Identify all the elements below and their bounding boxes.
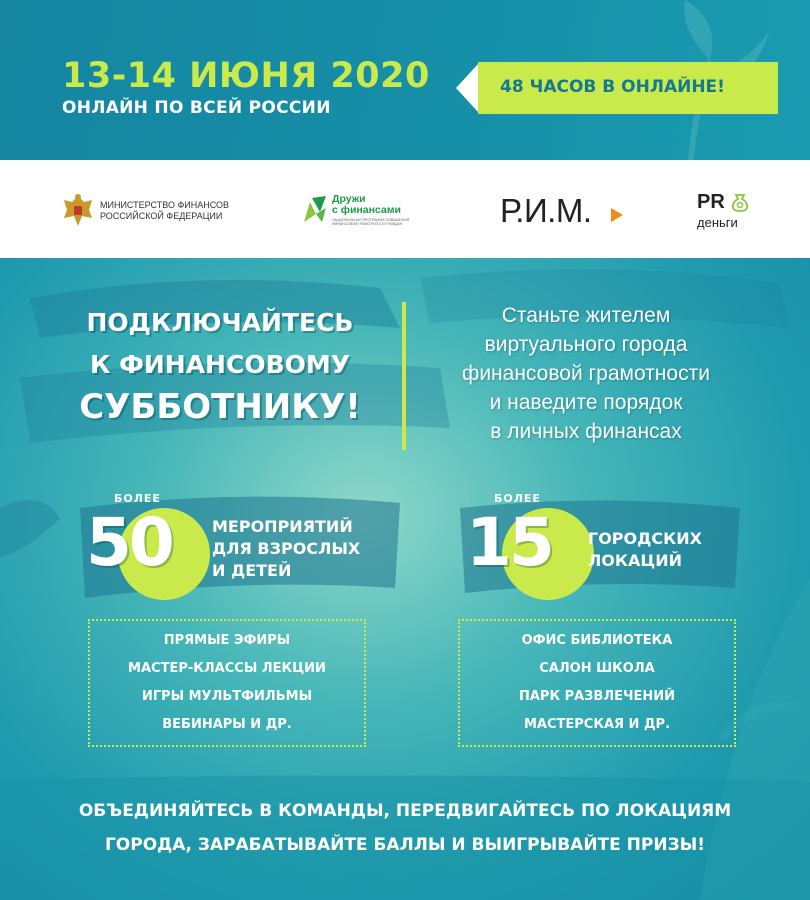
druzhi-small2: ФИНАНСОВОЙ ГРАМОТНОСТИ ГРАЖДАН xyxy=(332,222,403,226)
druzhi-tagline xyxy=(332,218,409,226)
list-item: ПАРК РАЗВЛЕЧЕНИЙ xyxy=(518,689,676,704)
pro-label: PR xyxy=(697,191,725,213)
locations-list xyxy=(458,619,736,747)
headline-divider xyxy=(402,302,406,450)
list-item: ВЕБИНАРЫ И ДР. xyxy=(162,717,292,732)
footer-line2: ГОРОДА, ЗАРАБАТЫВАЙТЕ БАЛЛЫ И ВЫИГРЫВАЙТЕ ПРИЗЫ! xyxy=(104,835,706,855)
event-subtitle: ОНЛАЙН ПО ВСЕЙ РОССИИ xyxy=(62,98,331,118)
headline-line1: ПОДКЛЮЧАЙТЕСЬ xyxy=(86,308,354,337)
main-content xyxy=(0,258,810,900)
intro-text xyxy=(418,301,754,446)
partner-rim xyxy=(500,160,625,258)
list-item: ИГРЫ МУЛЬТФИЛЬМЫ xyxy=(141,689,313,704)
intro-line2: виртуального города xyxy=(484,333,688,356)
online-badge-label: 48 ЧАСОВ В ОНЛАЙНЕ! xyxy=(500,77,725,97)
rim-logo-text: Р.И.М. xyxy=(500,192,592,229)
dengi-label: деньги xyxy=(697,215,738,230)
stat-locations-desc1: ГОРОДСКИХ xyxy=(588,529,702,548)
play-triangle-icon xyxy=(611,208,623,222)
event-date: 13-14 ИЮНЯ 2020 xyxy=(62,56,430,96)
stat-events-desc2: ДЛЯ ВЗРОСЛЫХ xyxy=(212,539,361,558)
druzhi-small1: НАЦИОНАЛЬНАЯ ПРОГРАММА ПОВЫШЕНИЯ xyxy=(332,218,410,222)
partner-minfin xyxy=(62,160,242,258)
list-item: ОФИС БИБЛИОТЕКА xyxy=(521,633,673,648)
eagle-emblem-icon xyxy=(62,192,94,228)
partner-pro-dengi xyxy=(697,160,767,258)
list-item: ПРЯМЫЕ ЭФИРЫ xyxy=(163,633,291,648)
druzhi-line2: с финансами xyxy=(332,204,401,216)
header xyxy=(0,0,810,160)
headline-line2: К ФИНАНСОВОМУ xyxy=(89,350,351,379)
online-badge xyxy=(456,60,778,116)
intro-line4: и наведите порядок xyxy=(489,391,683,414)
intro-line5: в личных финансах xyxy=(490,420,682,443)
headline xyxy=(40,302,400,428)
headline-line3: СУББОТНИКУ! xyxy=(79,387,361,427)
stat-locations-desc xyxy=(588,528,702,572)
partner-druzhi xyxy=(302,160,432,258)
druzhi-name xyxy=(332,194,401,216)
stat-events-prefix: БОЛЕЕ xyxy=(114,492,161,505)
intro-line3: финансовой грамотности xyxy=(462,362,710,385)
stat-locations xyxy=(460,486,760,606)
minfin-name xyxy=(100,200,229,222)
money-bag-icon xyxy=(731,192,749,212)
stat-events-desc xyxy=(212,516,360,582)
druzhi-logo-icon xyxy=(302,194,328,224)
list-item: САЛОН ШКОЛА xyxy=(539,661,655,676)
stat-events-desc3: И ДЕТЕЙ xyxy=(212,561,292,580)
stat-events xyxy=(80,486,400,606)
stat-events-number: 50 xyxy=(86,504,172,581)
footer-line1: ОБЪЕДИНЯЙТЕСЬ В КОМАНДЫ, ПЕРЕДВИГАЙТЕСЬ ПО ЛОКАЦИЯМ xyxy=(78,801,732,821)
minfin-line1: МИНИСТЕРСТВО ФИНАНСОВ xyxy=(100,200,230,210)
minfin-line2: РОССИЙСКОЙ ФЕДЕРАЦИИ xyxy=(100,211,223,221)
partners-strip xyxy=(0,160,810,258)
stat-locations-desc2: ЛОКАЦИЙ xyxy=(588,551,682,570)
events-list xyxy=(88,619,366,747)
list-item: МАСТЕР-КЛАССЫ ЛЕКЦИИ xyxy=(128,661,326,676)
intro-line1: Станьте жителем xyxy=(501,304,671,327)
footer-call-to-action xyxy=(0,794,810,862)
stat-locations-prefix: БОЛЕЕ xyxy=(494,492,541,505)
list-item: МАСТЕРСКАЯ И ДР. xyxy=(523,717,671,732)
stat-events-desc1: МЕРОПРИЯТИЙ xyxy=(212,517,353,536)
druzhi-line1: Дружи xyxy=(332,193,366,205)
stat-locations-number: 15 xyxy=(466,504,552,581)
